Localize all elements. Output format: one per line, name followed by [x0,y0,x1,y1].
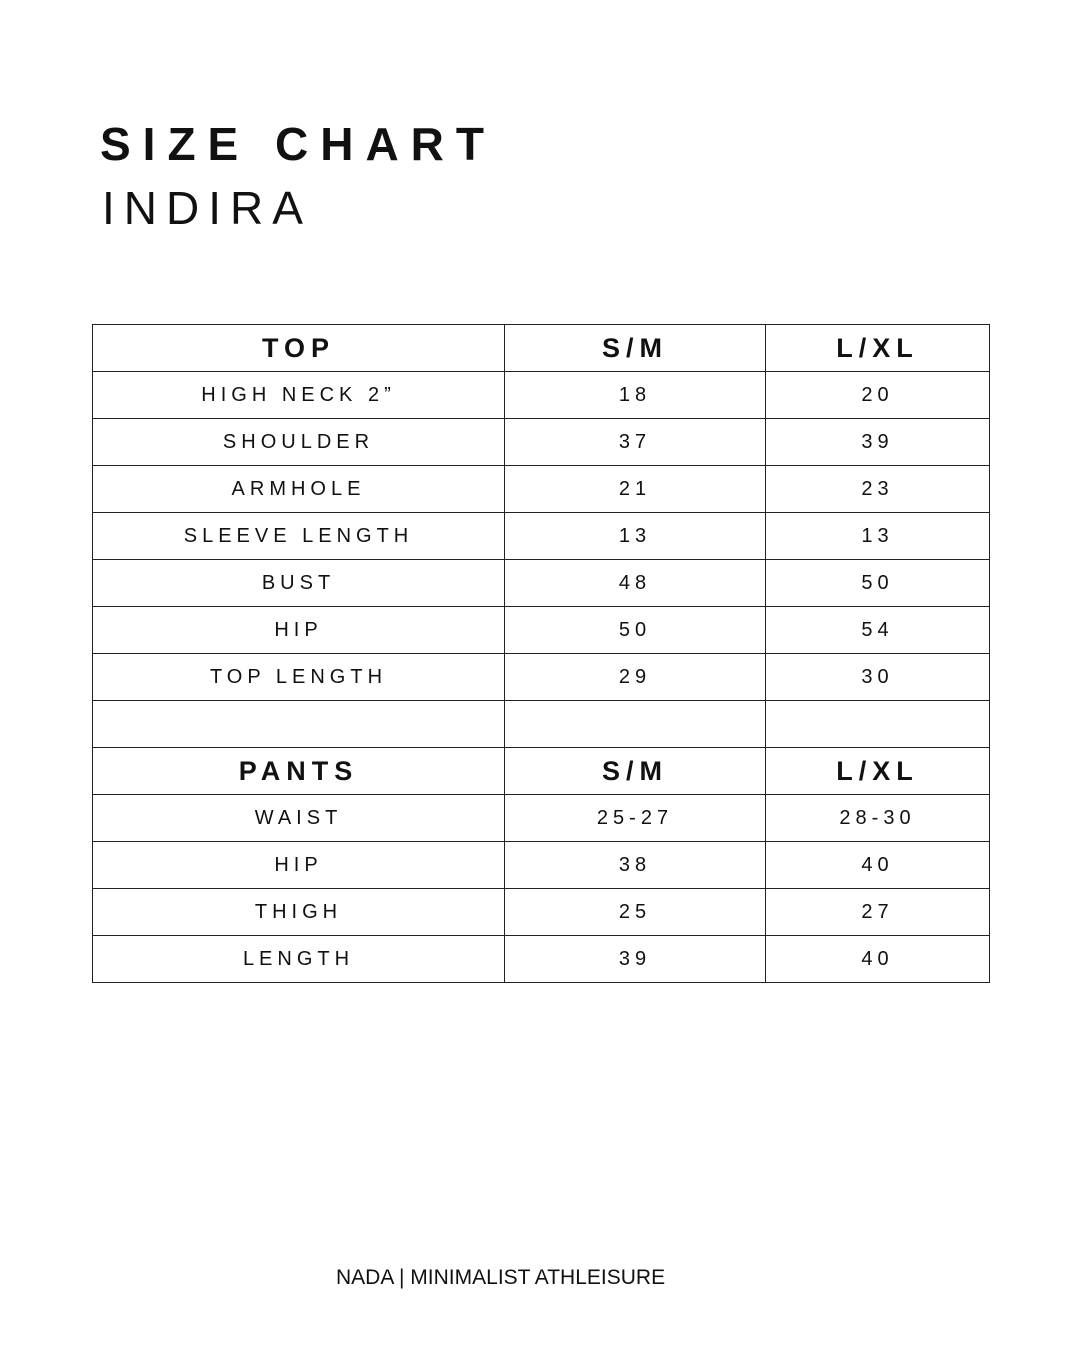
measurement-label: THIGH [93,889,505,936]
lxl-value: 30 [766,654,990,701]
top-sm-header: S/M [505,325,766,372]
pants-section-header: PANTS [93,748,505,795]
lxl-value: 39 [766,419,990,466]
lxl-value: 50 [766,560,990,607]
measurement-label: BUST [93,560,505,607]
pants-lxl-header: L/XL [766,748,990,795]
measurement-label: ARMHOLE [93,466,505,513]
lxl-value: 40 [766,842,990,889]
lxl-value: 28-30 [766,795,990,842]
sm-value: 50 [505,607,766,654]
measurement-label: WAIST [93,795,505,842]
table-row [93,560,990,607]
sm-value: 13 [505,513,766,560]
sm-value: 25-27 [505,795,766,842]
lxl-value: 54 [766,607,990,654]
lxl-value: 20 [766,372,990,419]
sm-value: 29 [505,654,766,701]
top-header-row [93,325,990,372]
table-row [93,419,990,466]
lxl-value: 40 [766,936,990,983]
sm-value: 38 [505,842,766,889]
sm-value: 21 [505,466,766,513]
lxl-value: 13 [766,513,990,560]
size-chart-table [92,324,990,983]
empty-cell [93,701,505,748]
sm-value: 37 [505,419,766,466]
lxl-value: 23 [766,466,990,513]
table-row [93,795,990,842]
table-row [93,372,990,419]
sm-value: 48 [505,560,766,607]
table-row [93,654,990,701]
measurement-label: SLEEVE LENGTH [93,513,505,560]
spacer-row [93,701,990,748]
sm-value: 25 [505,889,766,936]
lxl-value: 27 [766,889,990,936]
measurement-label: TOP LENGTH [93,654,505,701]
page-title: SIZE CHART [100,118,496,170]
measurement-label: HIGH NECK 2” [93,372,505,419]
table-row [93,842,990,889]
empty-cell [505,701,766,748]
empty-cell [766,701,990,748]
table-row [93,889,990,936]
pants-sm-header: S/M [505,748,766,795]
sm-value: 18 [505,372,766,419]
top-section-header: TOP [93,325,505,372]
brand-footer: NADA | MINIMALIST ATHLEISURE [336,1266,666,1289]
measurement-label: HIP [93,842,505,889]
product-name: INDIRA [102,182,312,234]
table-row [93,607,990,654]
measurement-label: HIP [93,607,505,654]
sm-value: 39 [505,936,766,983]
measurement-label: SHOULDER [93,419,505,466]
table-row [93,466,990,513]
measurement-label: LENGTH [93,936,505,983]
table-row [93,936,990,983]
pants-header-row [93,748,990,795]
table-row [93,513,990,560]
top-lxl-header: L/XL [766,325,990,372]
